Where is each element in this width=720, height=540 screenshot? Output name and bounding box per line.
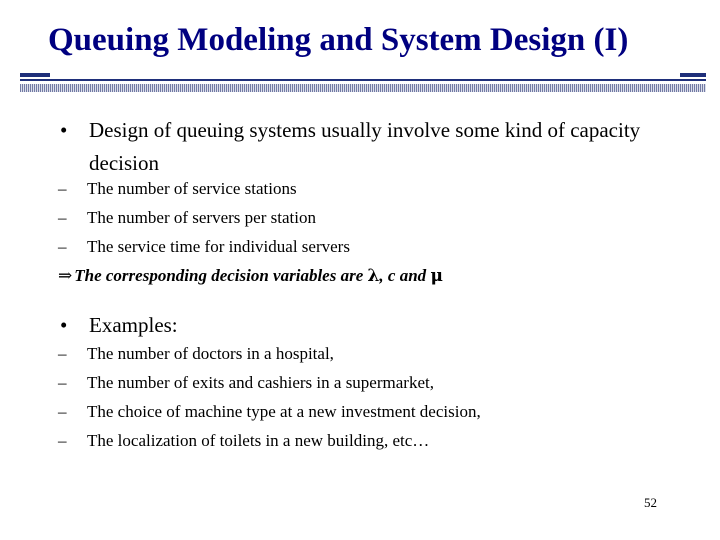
title-rule	[20, 79, 706, 81]
subitem-text: The localization of toilets in a new building, etc…	[87, 431, 430, 450]
implication-sep-1: ,	[379, 266, 388, 285]
title-rule-hatch	[20, 84, 706, 92]
dash-marker: –	[58, 373, 67, 392]
bullet-text: Examples:	[89, 313, 178, 337]
dash-marker: –	[58, 237, 67, 256]
subitem-text: The choice of machine type at a new investment decision,	[87, 402, 481, 421]
page-number: 52	[644, 495, 657, 510]
subitem-text: The number of servers per station	[87, 208, 316, 227]
dash-marker: –	[58, 179, 67, 198]
bullet-text: Design of queuing systems usually involve some kind of capacity decision	[89, 118, 641, 175]
lambda-symbol: λ	[367, 266, 380, 286]
slide-title: Queuing Modeling and System Design (I)	[48, 22, 629, 58]
subitem-text: The number of exits and cashiers in a supermarket,	[87, 373, 434, 392]
dash-marker: –	[58, 431, 67, 450]
title-rule-left-accent	[20, 73, 50, 77]
implication-line	[58, 264, 443, 289]
bullet-symbol: •	[60, 313, 68, 337]
subitem-text: The number of doctors in a hospital,	[87, 344, 334, 363]
subitem-text: The number of service stations	[87, 179, 297, 198]
variable-c: c	[387, 266, 396, 285]
implication-sep-2: and	[395, 266, 431, 285]
implication-text: The corresponding decision variables are	[74, 266, 368, 285]
subitem-text: The service time for individual servers	[87, 237, 350, 256]
implies-arrow-icon: ⇒	[58, 266, 73, 285]
dash-marker: –	[58, 344, 67, 363]
mu-symbol: μ	[430, 266, 443, 286]
bullet-symbol: •	[60, 118, 68, 142]
dash-marker: –	[58, 402, 67, 421]
title-rule-right-accent	[680, 73, 706, 77]
dash-marker: –	[58, 208, 67, 227]
